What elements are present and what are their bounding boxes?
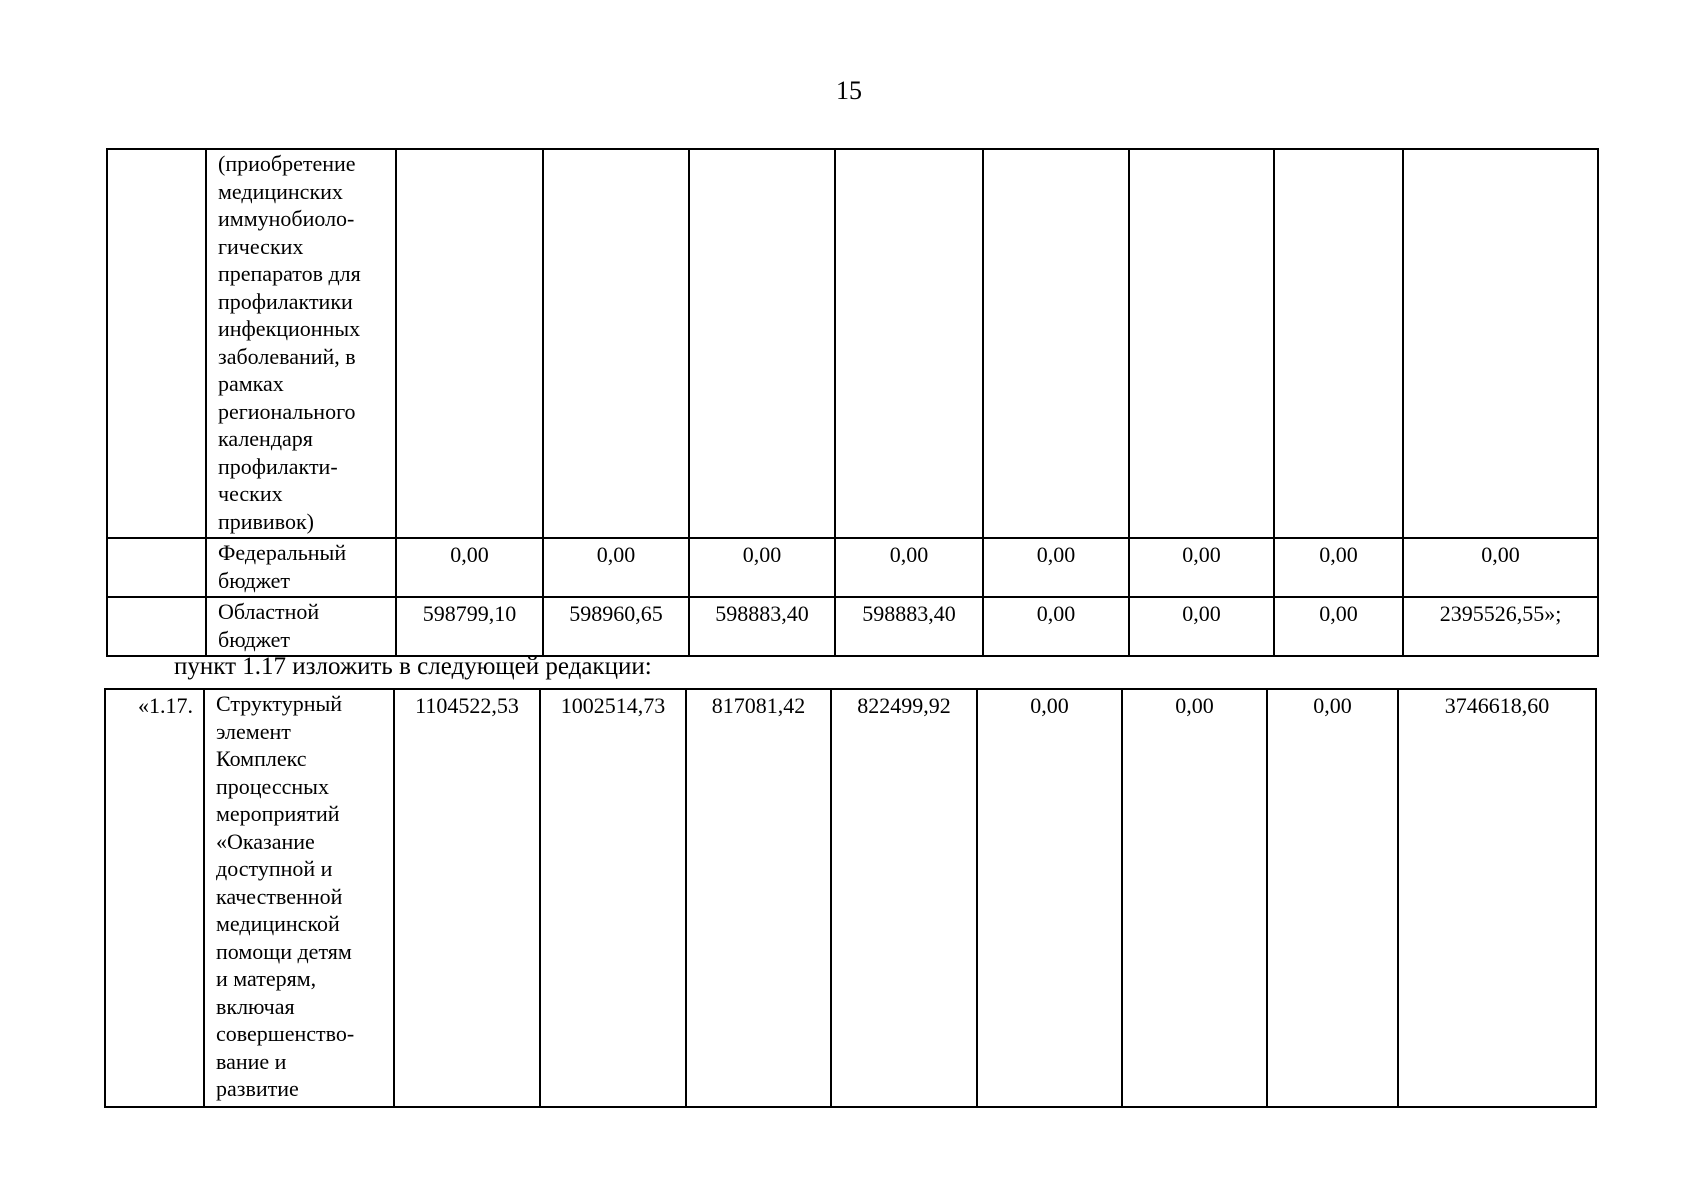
value-cell xyxy=(983,149,1129,538)
table-row-regional-budget xyxy=(107,597,1598,656)
instruction-text: пункт 1.17 изложить в следующей редакции: xyxy=(174,653,652,680)
description-line: рамках xyxy=(218,371,284,396)
description-line: инфекционных xyxy=(218,316,361,341)
description-line: профилактики xyxy=(218,288,353,314)
value-cell: 0,00 xyxy=(977,689,1122,1107)
table-row-1-17 xyxy=(105,689,1596,1107)
value-cell xyxy=(1403,149,1598,538)
description-line: вание и xyxy=(216,1048,287,1074)
row-label-cell xyxy=(206,597,396,656)
description-line: медицинской xyxy=(216,911,340,936)
description-line: совершенство- xyxy=(216,1021,355,1046)
description-cell xyxy=(204,689,394,1107)
value-cell: 1104522,53 xyxy=(394,689,540,1107)
description-line: включая xyxy=(216,993,295,1019)
value-cell: 598799,10 xyxy=(396,597,543,656)
description-line: «Оказание xyxy=(216,828,315,854)
row-label-cell xyxy=(206,538,396,597)
index-cell xyxy=(107,597,206,656)
value-cell: 0,00 xyxy=(1267,689,1398,1107)
value-cell: 598960,65 xyxy=(543,597,689,656)
description-line: и матерям, xyxy=(216,966,317,991)
table-row xyxy=(107,149,1598,538)
budget-table-new-edition xyxy=(104,688,1597,1108)
total-cell: 0,00 xyxy=(1403,538,1598,597)
value-cell: 598883,40 xyxy=(689,597,835,656)
description-line: иммунобиоло- xyxy=(218,206,355,231)
description-line: (приобретение xyxy=(218,151,356,176)
value-cell: 0,00 xyxy=(543,538,689,597)
row-label-line: Областной xyxy=(218,599,320,624)
description-line: профилакти- xyxy=(218,453,338,479)
description-line: качественной xyxy=(216,883,343,909)
value-cell: 0,00 xyxy=(1129,538,1274,597)
value-cell: 0,00 xyxy=(1274,597,1403,656)
index-cell xyxy=(107,149,206,538)
value-cell xyxy=(1274,149,1403,538)
description-line: мероприятий xyxy=(216,801,340,826)
value-cell: 0,00 xyxy=(1122,689,1267,1107)
index-cell: «1.17. xyxy=(105,689,204,1107)
description-line: календаря xyxy=(218,426,313,451)
value-cell: 0,00 xyxy=(396,538,543,597)
row-label-line: бюджет xyxy=(218,567,290,593)
value-cell xyxy=(396,149,543,538)
description-line: медицинских xyxy=(218,178,343,204)
value-cell: 0,00 xyxy=(689,538,835,597)
description-line: регионального xyxy=(218,398,356,424)
page-number: 15 xyxy=(836,76,862,105)
description-line: ческих xyxy=(218,481,283,506)
row-label-line: бюджет xyxy=(218,626,290,652)
index-cell xyxy=(107,538,206,597)
description-line: элемент xyxy=(216,718,291,744)
value-cell: 0,00 xyxy=(983,538,1129,597)
total-cell: 3746618,60 xyxy=(1398,689,1596,1107)
value-cell: 0,00 xyxy=(1274,538,1403,597)
description-line: заболеваний, в xyxy=(218,343,356,369)
description-line: доступной и xyxy=(216,856,333,881)
value-cell: 822499,92 xyxy=(831,689,977,1107)
description-line: Структурный xyxy=(216,691,343,716)
value-cell: 0,00 xyxy=(835,538,983,597)
description-cell xyxy=(206,149,396,538)
value-cell xyxy=(1129,149,1274,538)
budget-table-continuation xyxy=(106,148,1599,657)
row-label-line: Федеральный xyxy=(218,540,347,565)
description-line: препаратов для xyxy=(218,261,361,286)
table-row-federal-budget xyxy=(107,538,1598,597)
value-cell: 598883,40 xyxy=(835,597,983,656)
value-cell: 817081,42 xyxy=(686,689,831,1107)
value-cell: 0,00 xyxy=(983,597,1129,656)
description-line: гических xyxy=(218,233,304,259)
value-cell: 1002514,73 xyxy=(540,689,686,1107)
value-cell: 0,00 xyxy=(1129,597,1274,656)
value-cell xyxy=(543,149,689,538)
value-cell xyxy=(689,149,835,538)
value-cell xyxy=(835,149,983,538)
description-line: процессных xyxy=(216,773,329,799)
description-line: помощи детям xyxy=(216,938,352,964)
description-line: Комплекс xyxy=(216,746,307,771)
description-line: прививок) xyxy=(218,508,314,534)
description-line: развитие xyxy=(216,1076,299,1101)
total-cell: 2395526,55»; xyxy=(1403,597,1598,656)
